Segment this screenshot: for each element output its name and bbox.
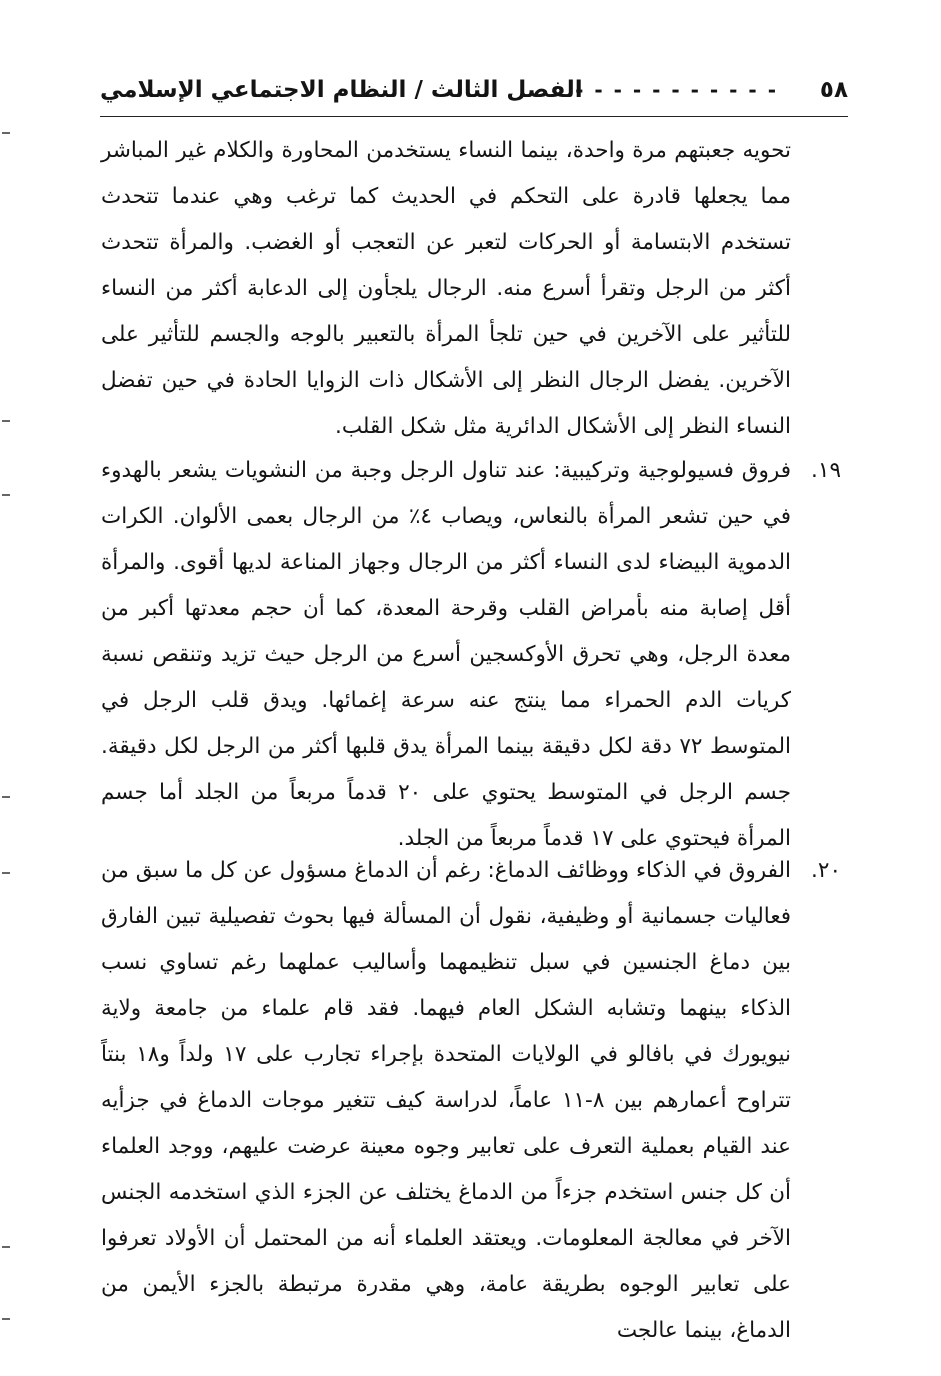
intro-paragraph: تحويه جعبتهم مرة واحدة، بينما النساء يستخدمن المحاورة والكلام غير المباشر مما يجعلها قادرة على التحكم في الحديث كما ترغب وهي عندما تتحدث تستخدم الابتسامة أو الحركات لتعبر عن التعجب أو الغضب. والمرأة تتحدث أكثر من الرجل وتقرأ أسرع منه. الرجال يلجأون إلى الدعابة أكثر من النساء للتأثير على الآخرين في حين تلجأ المرأة بالتعبير بالوجه والجسم للتأثير على الآخرين. يفضل الرجال النظر إلى الأشكال ذات الزوايا الحادة في حين تفضل النساء النظر إلى الأشكال الدائرية مثل شكل القلب.	[101, 138, 791, 439]
page-number: ٥٨	[819, 77, 848, 103]
chapter-title: الفصل الثالث / النظام الاجتماعي الإسلامي	[100, 77, 583, 103]
item-text: الفروق في الذكاء ووظائف الدماغ: رغم أن الدماغ مسؤول عن كل ما سبق من فعاليات جسمانية أو وظيفية، نقول أن المسألة فيها بحوث تفصيلية تبين الفارق بين دماغ الجنسين في سبل تنظيمهما وأساليب عملهما رغم تساوي نسب الذكاء بينهما وتشابه الشكل العام فيهما. فقد قام علماء من جامعة ولاية نيويورك في بافالو في الولايات المتحدة بإجراء تجارب على ١٧ ولداً و١٨ بنتاً تتراوح أعمارهم بين ٨-١١ عاماً، لدراسة كيف تتغير موجات الدماغ في جزأيه عند القيام بعملية التعرف على تعابير وجوه معينة عرضت عليهم، ووجد العلماء أن كل جنس استخدم جزءاً من الدماغ يختلف عن الجزء الذي استخدمه الجنس الآخر في معالجة المعلومات. ويعتقد العلماء أنه من المحتمل أن الأولاد تعرفوا على تعابير الوجوه بطريقة عامة، وهي مقدرة مرتبطة بالجزء الأيمن من الدماغ، بينما عالجت	[101, 858, 791, 1343]
scan-margin-mark	[2, 420, 10, 422]
scan-margin-mark	[2, 872, 10, 874]
running-header	[100, 64, 848, 116]
scan-margin-mark	[2, 494, 10, 496]
scan-margin-mark	[2, 132, 10, 134]
item-text: فروق فسيولوجية وتركيبية: عند تناول الرجل وجبة من النشويات يشعر بالهدوء في حين تشعر المرأة بالنعاس، ويصاب ٤٪ من الرجال بعمى الألوان. الكرات الدموية البيضاء لدى النساء أكثر من الرجال وجهاز المناعة لديها أقوى. والمرأة أقل إصابة منه بأمراض القلب وقرحة المعدة، كما أن حجم معدتها أكبر من معدة الرجل، وهي تحرق الأوكسجين أسرع من الرجل حيث تزيد وتنقص نسبة كريات الدم الحمراء مما ينتج عنه سرعة إغمائها. ويدق قلب الرجل في المتوسط ٧٢ دقة لكل دقيقة بينما المرأة يدق قلبها أكثر من الرجل لكل دقيقة. جسم الرجل في المتوسط يحتوي على ٢٠ قدماً مربعاً من الجلد أما جسم المرأة فيحتوي على ١٧ قدماً مربعاً من الجلد.	[101, 458, 791, 851]
header-dash-leader: - - - - - - - - - - -	[575, 78, 778, 102]
list-item-20	[101, 848, 841, 1354]
item-number: ٢٠.	[811, 858, 841, 883]
scan-margin-mark	[2, 1318, 10, 1320]
list-item-19	[101, 448, 841, 862]
scan-margin-mark	[2, 1246, 10, 1248]
scan-margin-mark	[2, 796, 10, 798]
item-number: ١٩.	[811, 458, 841, 483]
header-rule	[100, 116, 848, 117]
